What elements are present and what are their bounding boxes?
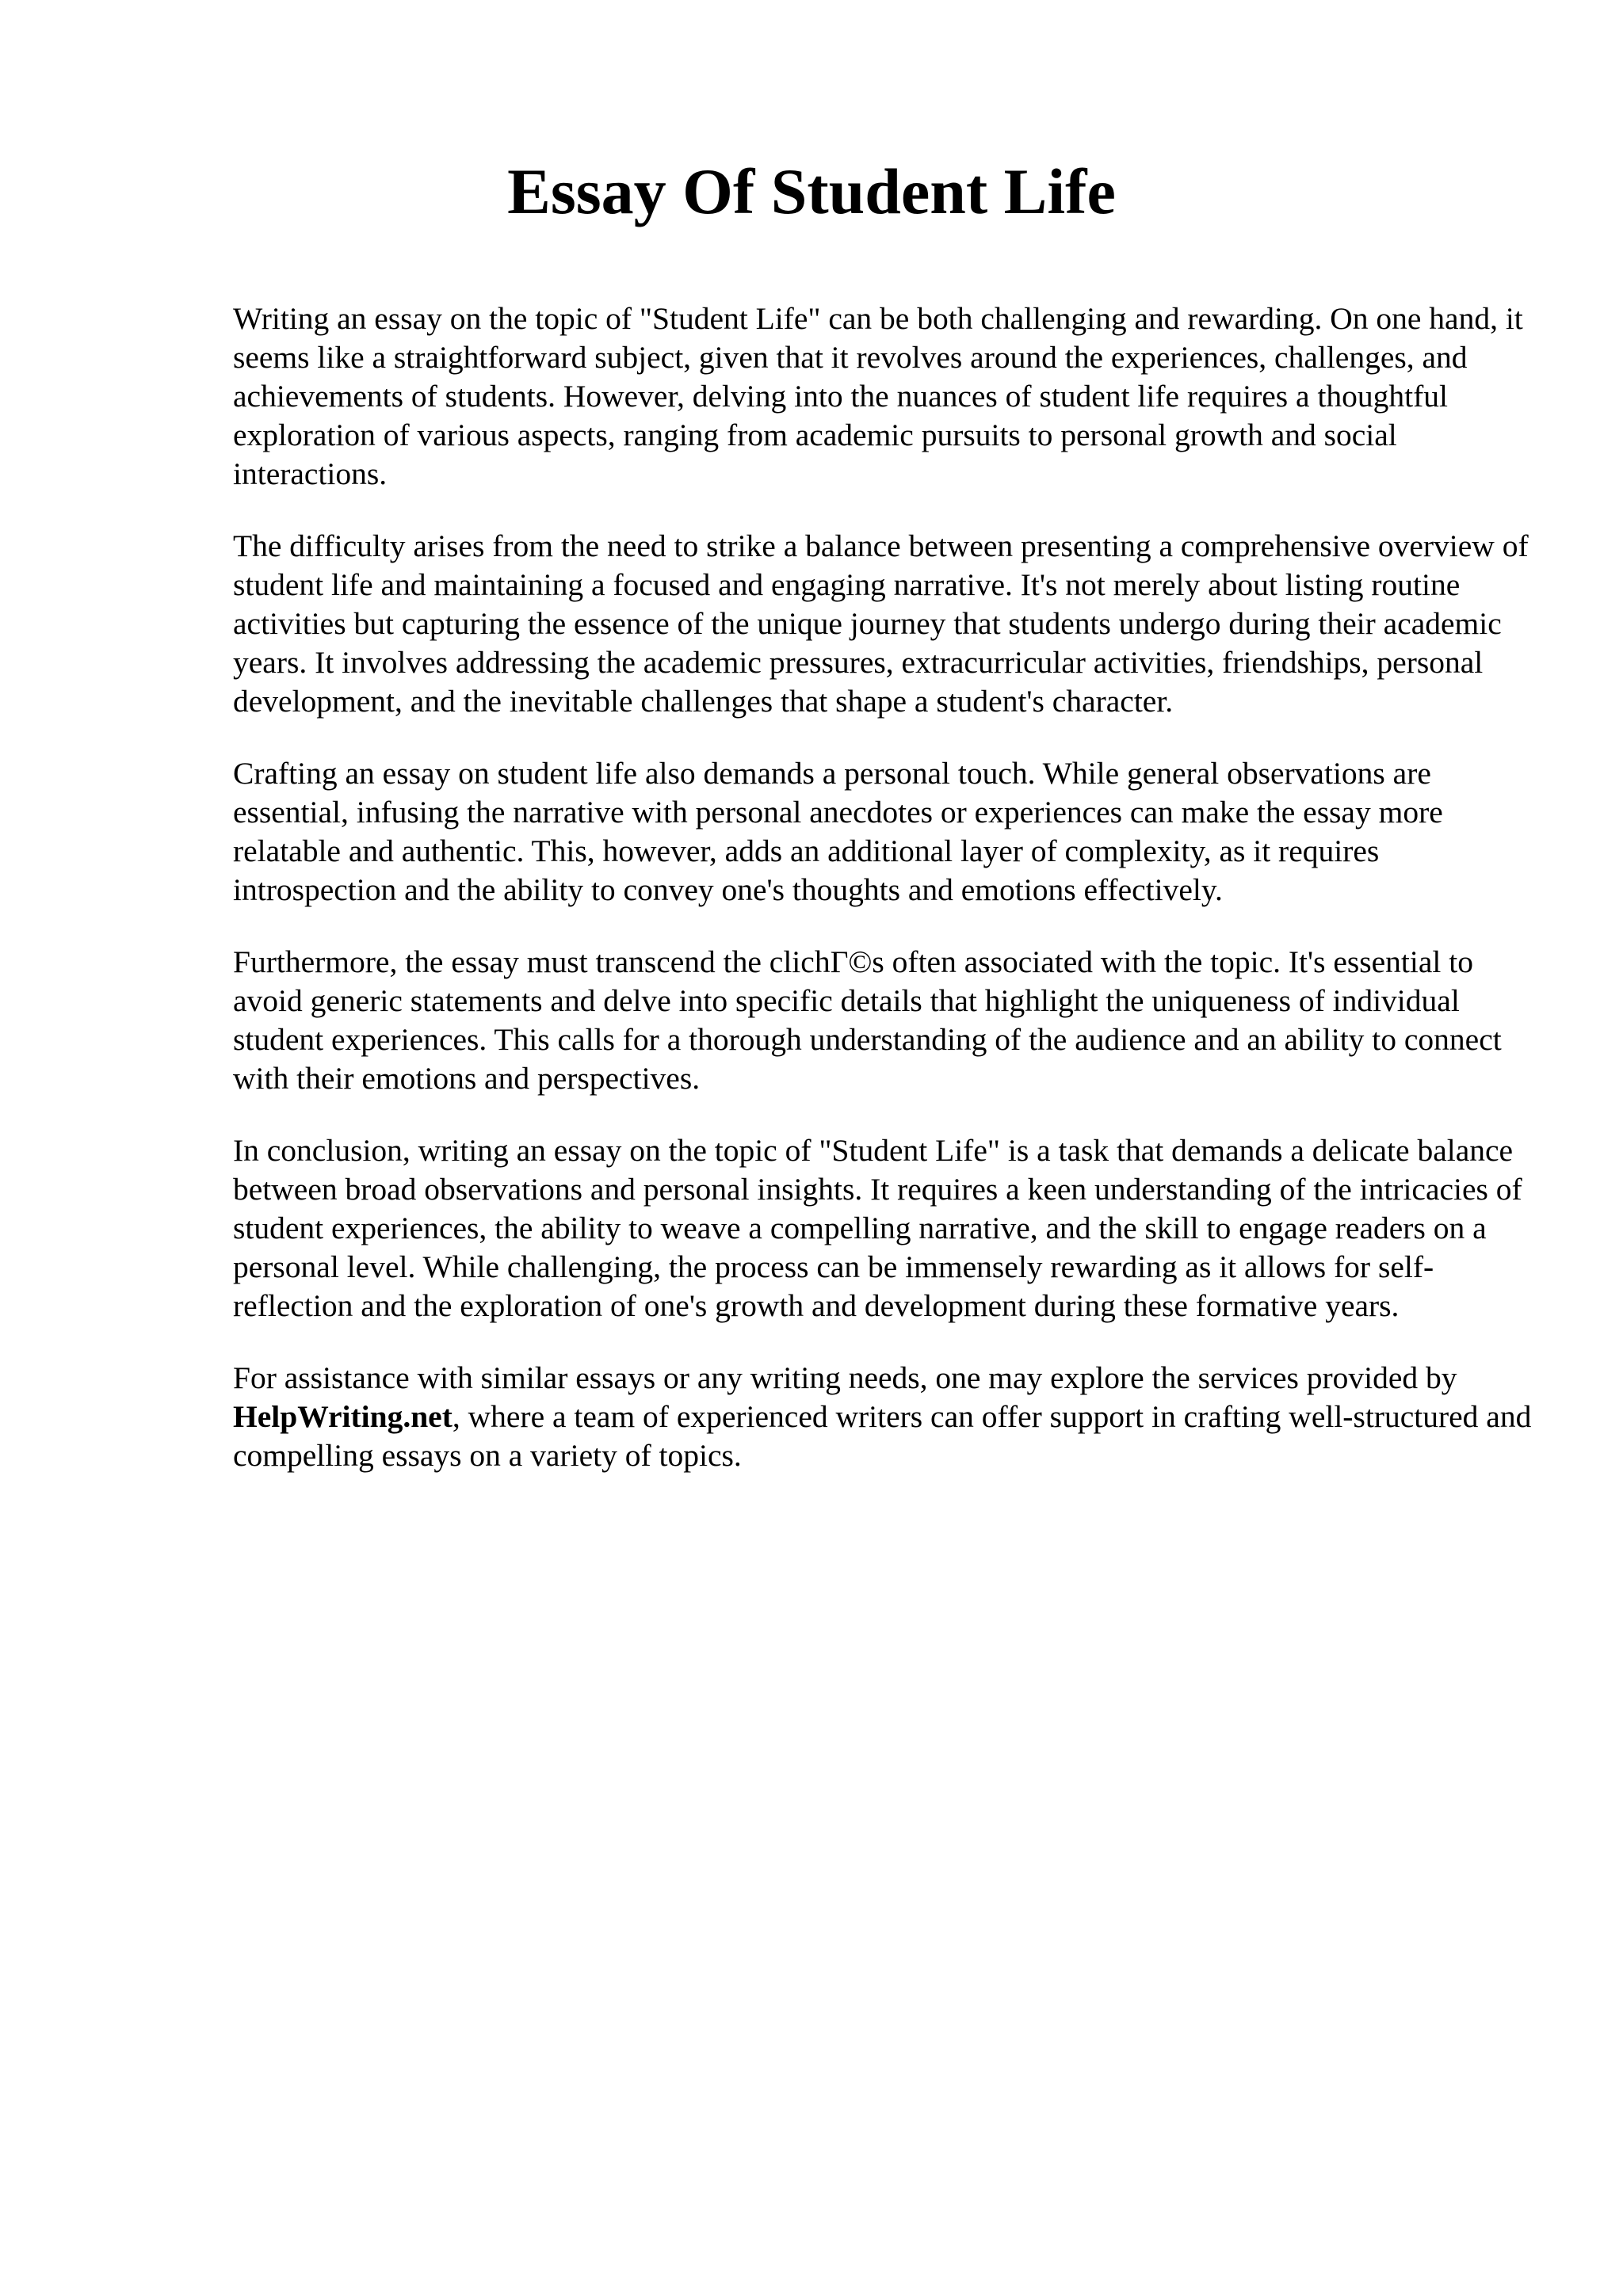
closing-paragraph [233, 1359, 1533, 1475]
brand-name: HelpWriting.net [233, 1399, 453, 1434]
essay-body [233, 299, 1533, 1508]
paragraph-3: Crafting an essay on student life also demands a personal touch. While general observations are essential, infusing the narrative with personal anecdotes or experiences can make the essay more relatable and authentic. This, however, adds an additional layer of complexity, as it requires introspection and the ability to convey one's thoughts and emotions effectively. [233, 756, 1443, 907]
closing-text-end: , where a team of experienced writers can offer support in crafting well-structured and compelling essays on a variety of topics. [233, 1399, 1532, 1473]
paragraph-4: Furthermore, the essay must transcend the clichΓ©s often associated with the topic. It's essential to avoid generic statements and delve into specific details that highlight the uniqueness of individual student experiences. This calls for a thorough understanding of the audience and an ability to connect with their emotions and perspectives. [233, 944, 1502, 1096]
paragraph-2: The difficulty arises from the need to strike a balance between presenting a comprehensive overview of student life and maintaining a focused and engaging narrative. It's not merely about listing routine activities but capturing the essence of the unique journey that students undergo during their academic years. It involves addressing the academic pressures, extracurricular activities, friendships, personal development, and the inevitable challenges that shape a student's character. [233, 528, 1529, 719]
paragraph-5: In conclusion, writing an essay on the topic of "Student Life" is a task that demands a delicate balance between broad observations and personal insights. It requires a keen understanding of the intricacies of student experiences, the ability to weave a compelling narrative, and the skill to engage readers on a personal level. While challenging, the process can be immensely rewarding as it allows for self-reflection and the exploration of one's growth and development during these formative years. [233, 1133, 1522, 1323]
page-title: Essay Of Student Life [507, 155, 1116, 227]
closing-text-start: For assistance with similar essays or any writing needs, one may explore the services provided by [233, 1360, 1457, 1395]
paragraph-1: Writing an essay on the topic of "Student Life" can be both challenging and rewarding. On one hand, it seems like a straightforward subject, given that it revolves around the experiences, challenges, and achievements of students. However, delving into the nuances of student life requires a thoughtful exploration of various aspects, ranging from academic pursuits to personal growth and social interactions. [233, 301, 1523, 491]
